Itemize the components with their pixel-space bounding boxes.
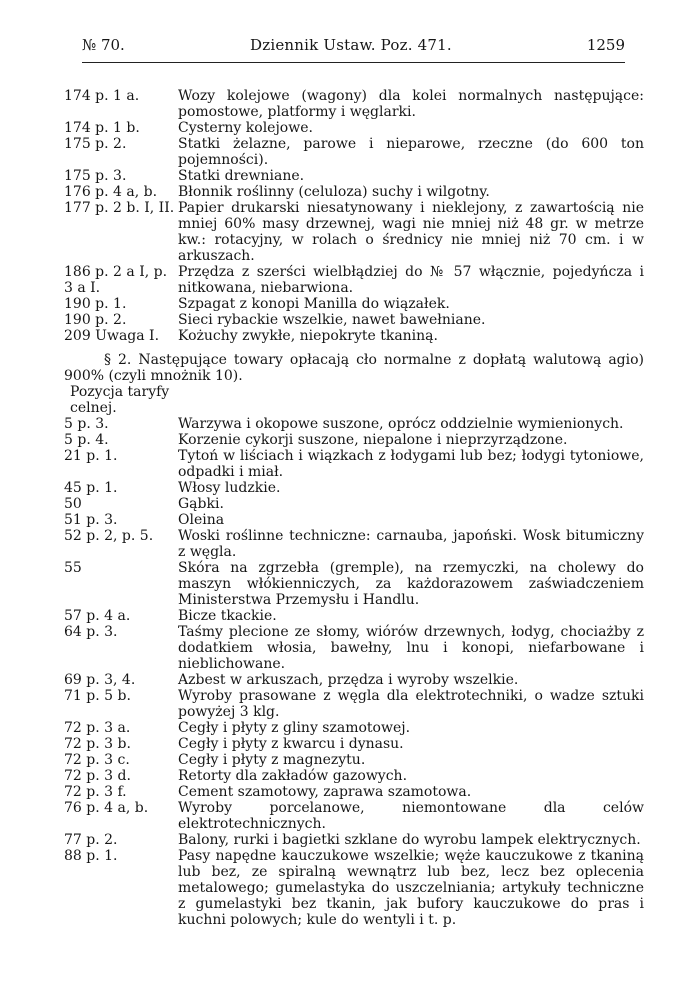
goods-description: Wozy kolejowe (wagony) dla kolei normalnych następujące: pomostowe, platformy i węglarki.: [178, 88, 644, 120]
tariff-position: 176 p. 4 a, b.: [64, 184, 158, 200]
tariff-position: 77 p. 2.: [64, 832, 118, 848]
tariff-position: 69 p. 3, 4.: [64, 672, 136, 688]
tariff-entry: [64, 688, 644, 720]
goods-description: Statki drewniane.: [178, 168, 305, 184]
tariff-position: 71 p. 5 b.: [64, 688, 131, 704]
tariff-entry: [64, 184, 644, 200]
tariff-position: 175 p. 3.: [64, 168, 127, 184]
goods-description: Błonnik roślinny (celuloza) suchy i wilgotny.: [178, 184, 490, 200]
tariff-position: 55: [64, 560, 82, 576]
tariff-position: 88 p. 1.: [64, 848, 118, 864]
tariff-position: 190 p. 1.: [64, 296, 127, 312]
goods-description: Bicze tkackie.: [178, 608, 277, 624]
tariff-list-2: [64, 416, 644, 928]
goods-description: Cegły i płyty z gliny szamotowej.: [178, 720, 411, 736]
journal-title: Dziennik Ustaw. Poz. 471.: [250, 36, 452, 54]
goods-description: Papier drukarski niesatynowany i nieklejony, z zawartością nie mniej 60% masy drzewnej, wagi nie mniej niż 48 gr. w metrze kw.: rotacyjny, w rolach o średnicy nie mniej niż 70 cm. i w arkuszach.: [178, 200, 644, 264]
tariff-position: 51 p. 3.: [64, 512, 118, 528]
tariff-position: 72 p. 3 b.: [64, 736, 131, 752]
tariff-entry: [64, 264, 644, 296]
tariff-entry: [64, 328, 644, 344]
tariff-entry: [64, 88, 644, 120]
goods-description: Azbest w arkuszach, przędza i wyroby wszelkie.: [178, 672, 519, 688]
goods-description: Włosy ludzkie.: [178, 480, 281, 496]
tariff-entry: [64, 672, 644, 688]
goods-description: Statki żelazne, parowe i nieparowe, rzeczne (do 600 ton pojemności).: [178, 136, 644, 168]
tariff-entry: [64, 736, 644, 752]
tariff-entry: [64, 624, 644, 672]
goods-description: Wyroby prasowane z węgla dla elektrotechniki, o wadze sztuki powyżej 3 klg.: [178, 688, 644, 720]
tariff-entry: [64, 312, 644, 328]
tariff-entry: [64, 848, 644, 928]
tariff-entry: [64, 136, 644, 168]
issue-number: № 70.: [82, 36, 125, 54]
tariff-position: 45 p. 1.: [64, 480, 118, 496]
tariff-entry: [64, 800, 644, 832]
tariff-position: 72 p. 3 c.: [64, 752, 130, 768]
goods-description: Cement szamotowy, zaprawa szamotowa.: [178, 784, 472, 800]
goods-description: Tytoń w liściach i wiązkach z łodygami lub bez; łodygi tytoniowe, odpadki i miał.: [178, 448, 644, 480]
tariff-entry: [64, 608, 644, 624]
tariff-position: 174 p. 1 b.: [64, 120, 140, 136]
tariff-entry: [64, 528, 644, 560]
tariff-entry: [64, 496, 644, 512]
tariff-position: 57 p. 4 a.: [64, 608, 131, 624]
tariff-position: 174 p. 1 a.: [64, 88, 140, 104]
tariff-entry: [64, 768, 644, 784]
tariff-entry: [64, 120, 644, 136]
tariff-position: 50: [64, 496, 82, 512]
tariff-entry: [64, 752, 644, 768]
goods-description: Cysterny kolejowe.: [178, 120, 313, 136]
tariff-entry: [64, 512, 644, 528]
goods-description: Pasy napędne kauczukowe wszelkie; węże kauczukowe z tkaniną lub bez, ze spiralną wewnątrz lub bez, lecz bez oplecenia metalowego; gumelastyka do uszczelniania; artykuły techniczne z gumelastyki bez tkanin, jak bufory kauczukowe do pras i kuchni polowych; kule do wentyli i t. p.: [178, 848, 644, 928]
goods-description: Kożuchy zwykłe, niepokryte tkaniną.: [178, 328, 438, 344]
goods-description: Oleina: [178, 512, 225, 528]
tariff-entry: [64, 784, 644, 800]
goods-description: Sieci rybackie wszelkie, nawet bawełniane.: [178, 312, 486, 328]
header-rule: [82, 62, 625, 63]
tariff-entry: [64, 720, 644, 736]
tariff-entry: [64, 448, 644, 480]
tariff-entry: [64, 432, 644, 448]
column-heading: Pozycja taryfy celnej.: [70, 384, 170, 416]
page-header: [82, 36, 625, 58]
tariff-position: 209 Uwaga I.: [64, 328, 160, 344]
goods-description: Korzenie cykorji suszone, niepalone i nieprzyrządzone.: [178, 432, 568, 448]
goods-description: Taśmy plecione ze słomy, wiórów drzewnych, łodyg, chociażby z dodatkiem włosia, bawełny, lnu i konopi, niefarbowane i nieblichowane.: [178, 624, 644, 672]
page-number: 1259: [586, 36, 625, 54]
tariff-entry: [64, 560, 644, 608]
goods-description: Gąbki.: [178, 496, 224, 512]
goods-description: Przędza z szerści wielbłądziej do № 57 włącznie, pojedyńcza i nitkowana, niebarwiona.: [178, 264, 644, 296]
tariff-entry: [64, 832, 644, 848]
tariff-position: 190 p. 2.: [64, 312, 127, 328]
goods-description: Cegły i płyty z magnezytu.: [178, 752, 366, 768]
page-content: [64, 88, 644, 928]
goods-description: Szpagat z konopi Manilla do wiązałek.: [178, 296, 450, 312]
tariff-position: 64 p. 3.: [64, 624, 118, 640]
tariff-position: 72 p. 3 d.: [64, 768, 131, 784]
goods-description: Wyroby porcelanowe, niemontowane dla celów elektrotechnicznych.: [178, 800, 644, 832]
tariff-entry: [64, 416, 644, 432]
tariff-entry: [64, 296, 644, 312]
goods-description: Woski roślinne techniczne: carnauba, japoński. Wosk bitumiczny z węgla.: [178, 528, 644, 560]
tariff-entry: [64, 480, 644, 496]
tariff-position: 5 p. 4.: [64, 432, 109, 448]
goods-description: Retorty dla zakładów gazowych.: [178, 768, 408, 784]
tariff-position: 72 p. 3 f.: [64, 784, 127, 800]
goods-description: Skóra na zgrzebła (gremple), na rzemyczki, na cholewy do maszyn włókienniczych, za każdorazowem zaświadczeniem Ministerstwa Przemysłu i Handlu.: [178, 560, 644, 608]
tariff-position: 175 p. 2.: [64, 136, 127, 152]
goods-description: Cegły i płyty z kwarcu i dynasu.: [178, 736, 404, 752]
tariff-position: 5 p. 3.: [64, 416, 109, 432]
tariff-entry: [64, 168, 644, 184]
goods-description: Balony, rurki i bagietki szklane do wyrobu lampek elektrycznych.: [178, 832, 641, 848]
tariff-list-1: [64, 88, 644, 344]
goods-description: Warzywa i okopowe suszone, oprócz oddzielnie wymienionych.: [178, 416, 624, 432]
tariff-position: 76 p. 4 a, b.: [64, 800, 149, 816]
tariff-position: 21 p. 1.: [64, 448, 118, 464]
tariff-position: 177 p. 2 b. I, II.: [64, 200, 175, 216]
tariff-position: 52 p. 2, p. 5.: [64, 528, 154, 544]
tariff-entry: [64, 200, 644, 264]
tariff-position: 72 p. 3 a.: [64, 720, 131, 736]
tariff-position: 186 p. 2 a I, p. 3 a I.: [64, 264, 168, 296]
section-2-paragraph: § 2. Następujące towary opłacają cło normalne z dopłatą walutową agio) 900% (czyli mnożnik 10).: [64, 352, 644, 384]
